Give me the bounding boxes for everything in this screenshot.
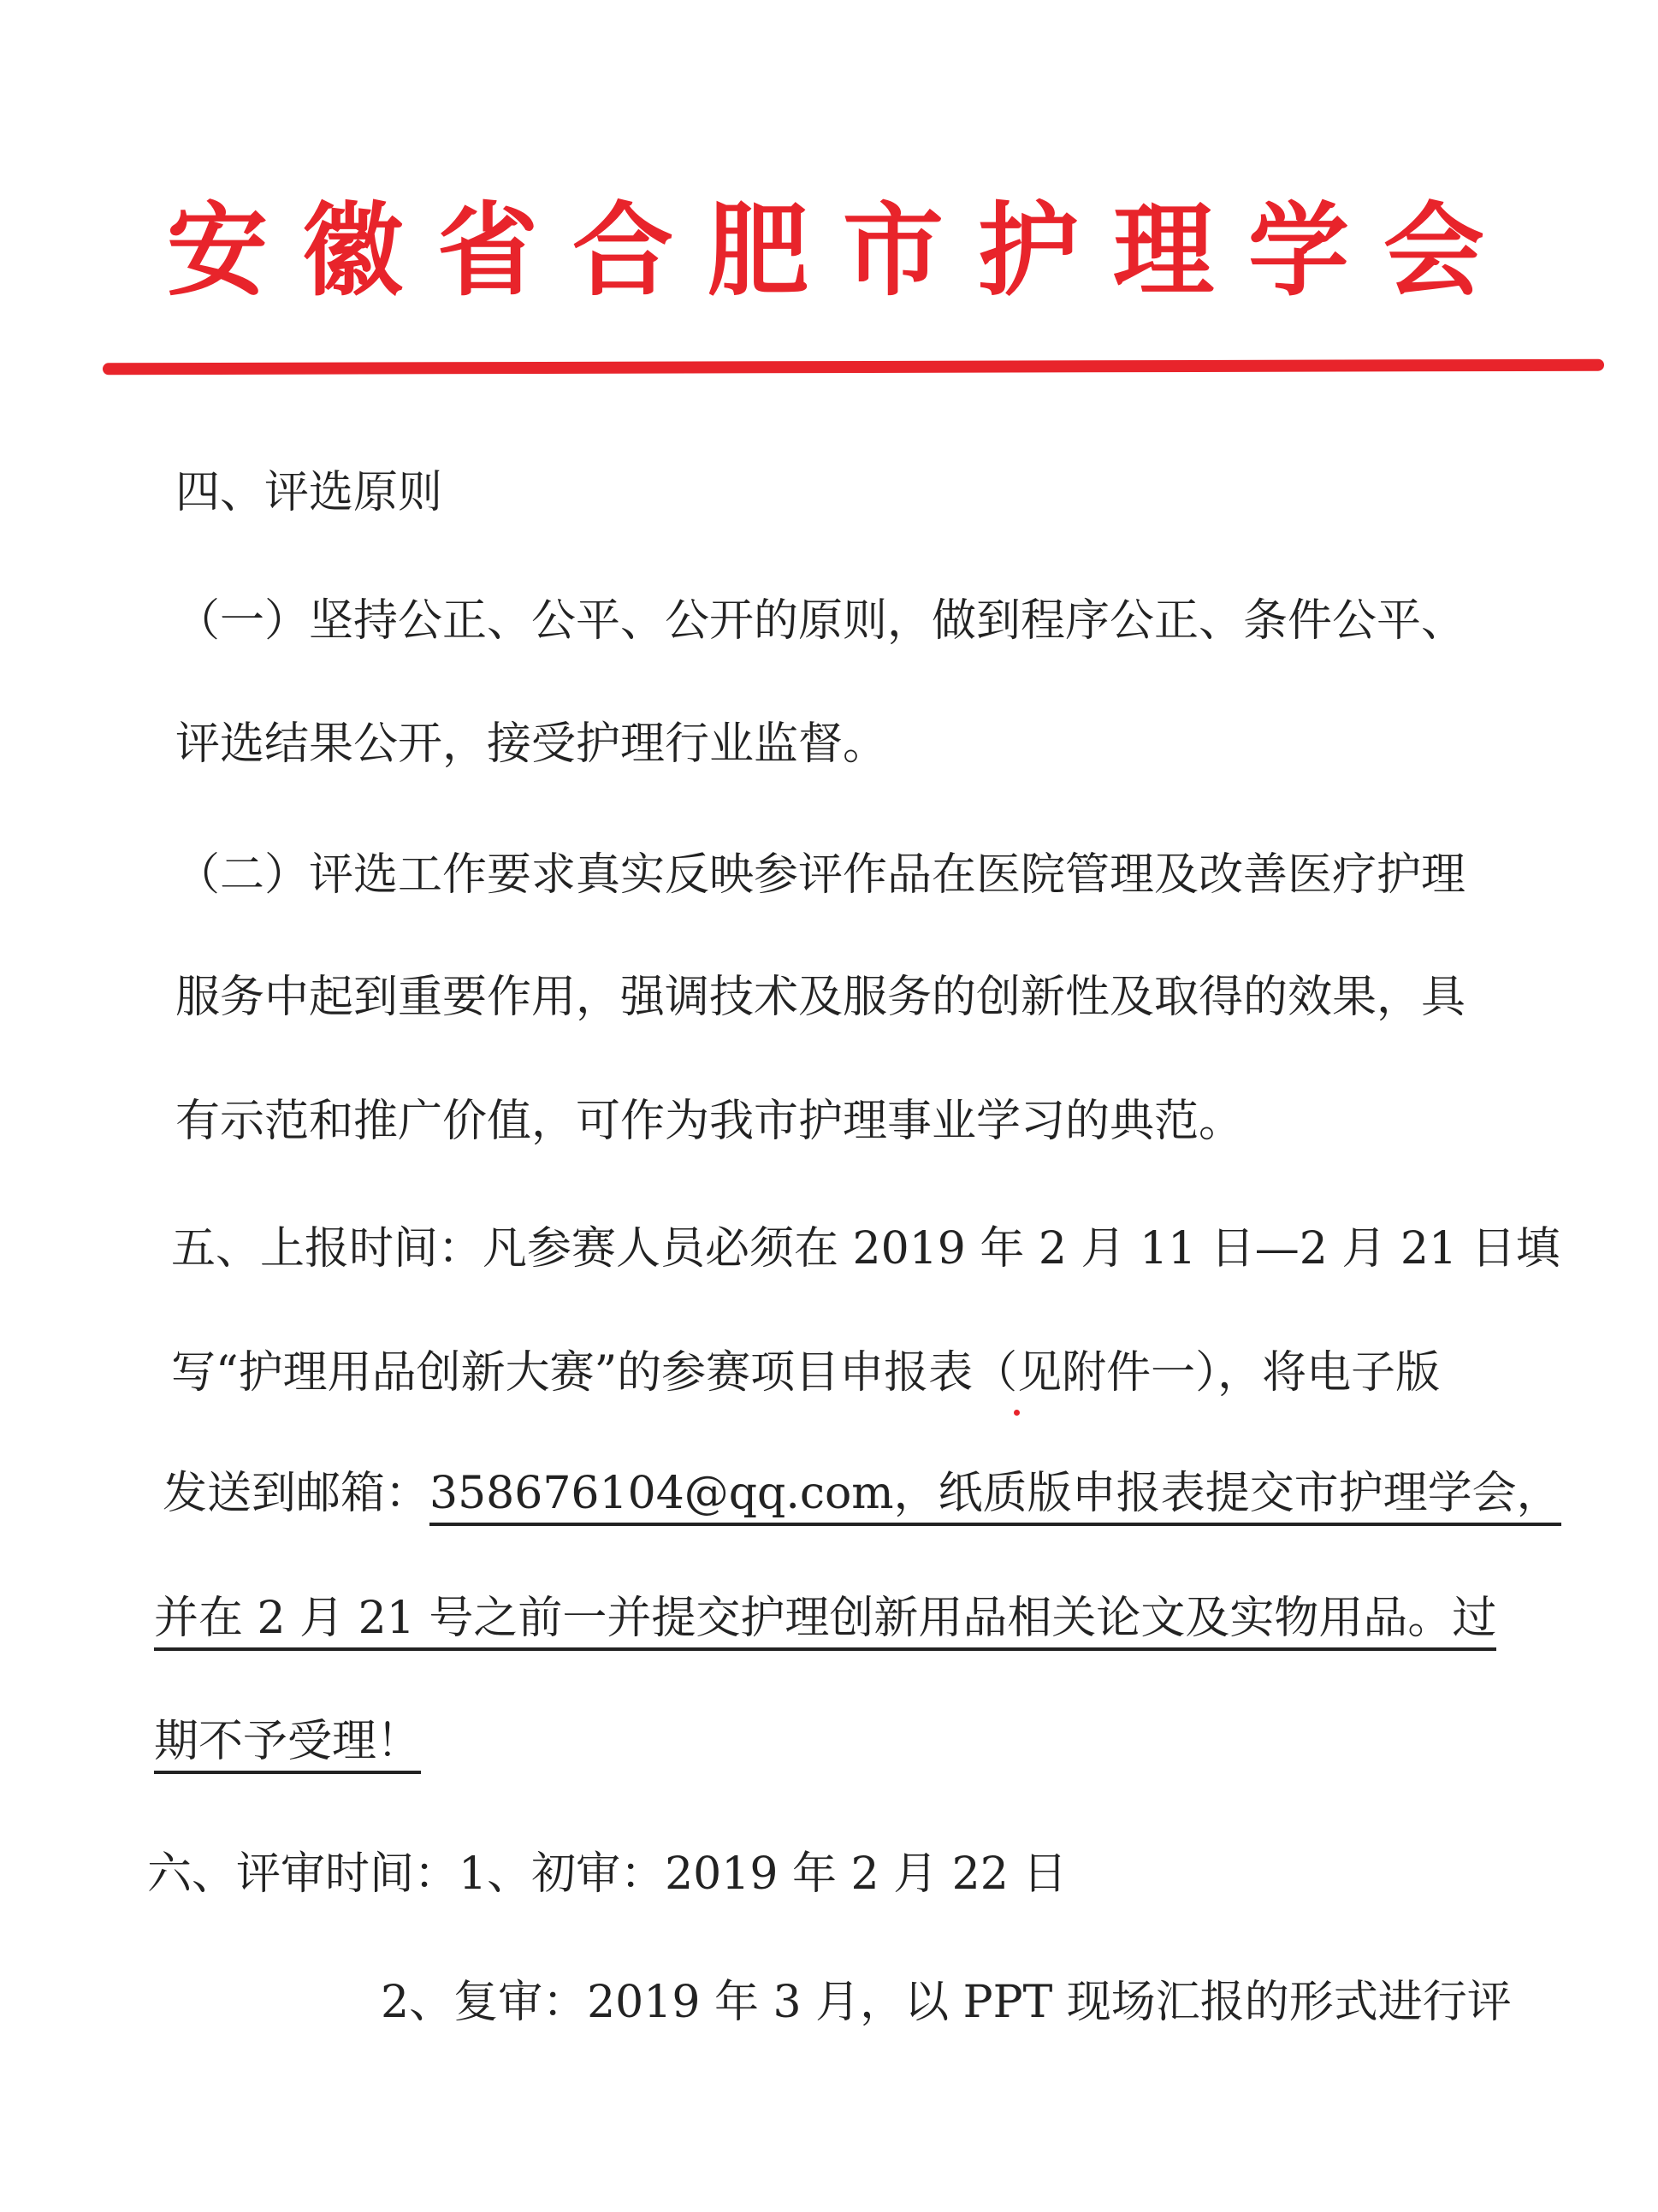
letterhead-title [167, 186, 1484, 315]
section5-line2: 写“护理用品创新大赛”的参赛项目申报表（见附件一），将电子版 [171, 1347, 1441, 1399]
letterhead-char: 学 [1247, 191, 1349, 310]
email-and-submission-underlined: 358676104@qq.com，纸质版申报表提交市护理学会， [429, 1468, 1561, 1526]
item2-line2: 服务中起到重要作用，强调技术及服务的创新性及取得的效果，具 [175, 972, 1466, 1023]
letterhead-char: 肥 [707, 191, 808, 310]
letterhead-char: 徽 [301, 191, 403, 310]
section4-heading: 四、评选原则 [175, 467, 443, 518]
letterhead-char: 合 [571, 191, 673, 310]
item2-line1: （二）评选工作要求真实反映参评作品在医院管理及改善医疗护理 [175, 849, 1466, 901]
item2-line3: 有示范和推广价值，可作为我市护理事业学习的典范。 [175, 1096, 1244, 1147]
section6-line2: 2、复审：2019 年 3 月，以 PPT 现场汇报的形式进行评 [381, 1977, 1512, 2028]
letterhead-char: 安 [167, 191, 269, 310]
letterhead-char: 市 [842, 191, 944, 310]
section5-line3-prefix: 发送到邮箱： [163, 1468, 430, 1519]
section6-line1: 六、评审时间：1、初审：2019 年 2 月 22 日 [147, 1848, 1068, 1900]
section5-line4 [154, 1594, 1496, 1643]
item1-line2: 评选结果公开，接受护理行业监督。 [175, 719, 888, 770]
section5-line5 [154, 1718, 421, 1766]
letterhead-char: 理 [1112, 191, 1214, 310]
letterhead-char: 护 [977, 191, 1079, 310]
item1-line1: （一）坚持公正、公平、公开的原则，做到程序公正、条件公平、 [175, 595, 1466, 647]
section5-line5-text: 期不予受理！ [154, 1716, 421, 1774]
ink-dot [1014, 1410, 1020, 1416]
section5-line4-text: 并在 2 月 21 号之前一并提交护理创新用品相关论文及实物用品。过 [154, 1593, 1496, 1651]
section5-line1: 五、上报时间：凡参赛人员必须在 2019 年 2 月 11 日—2 月 21 日填 [171, 1223, 1560, 1275]
letterhead-char: 省 [436, 191, 538, 310]
letterhead-char: 会 [1383, 191, 1484, 310]
section5-line3 [163, 1470, 1561, 1518]
letterhead-divider [103, 359, 1604, 376]
